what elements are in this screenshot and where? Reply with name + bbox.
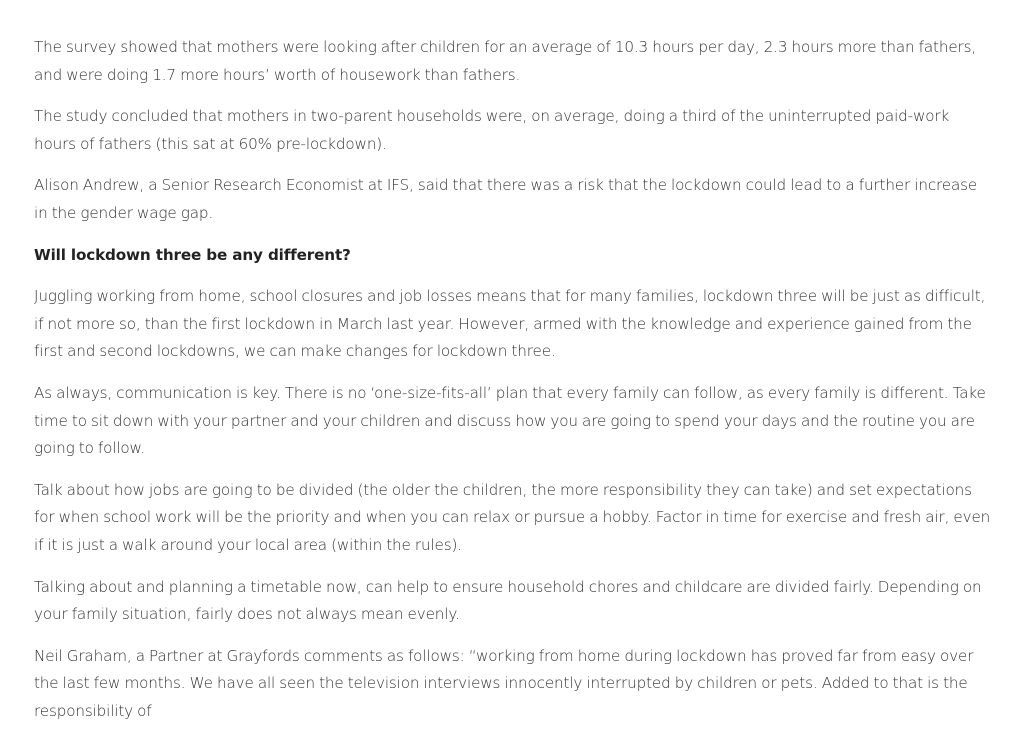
article-body bbox=[34, 34, 994, 739]
paragraph-communication: As always, communication is key. There is no ‘one-size-fits-all’ plan that every family can follow, as every family is different. Take time to sit down with your partner and your children and discuss how you are going to spend your days and the routine you are going to follow. bbox=[34, 383, 986, 458]
paragraph-juggling: Juggling working from home, school closures and job losses means that for many families, lockdown three will be just as difficult, if not more so, than the first lockdown in March last year. However, armed with the knowledge and experience gained from the first and second lockdowns, we can make changes for lockdown three. bbox=[34, 287, 986, 361]
paragraph-survey: The survey showed that mothers were looking after children for an average of 10.3 hours per day, 2.3 hours more than fathers, and were doing 1.7 more hours’ worth of housework than fathers. bbox=[34, 38, 977, 84]
section-heading: Will lockdown three be any different? bbox=[34, 245, 351, 264]
paragraph-study: The study concluded that mothers in two-parent households were, on average, doing a third of the uninterrupted paid-work hours of fathers (this sat at 60% pre-lockdown). bbox=[34, 107, 950, 153]
paragraph-jobs-divided: Talk about how jobs are going to be divided (the older the children, the more responsibility they can take) and set expectations for when school work will be the priority and when you can relax or pursue a hobby. Factor in time for exercise and fresh air, even if it is just a walk around your local area (within the rules). bbox=[34, 480, 991, 554]
paragraph-timetable: Talking about and planning a timetable now, can help to ensure household chores and childcare are divided fairly. Depending on your family situation, fairly does not always mean evenly. bbox=[34, 577, 982, 624]
paragraph-neil-graham: Neil Graham, a Partner at Grayfords comments as follows: “working from home during lockdown has proved far from easy over the last few months. We have all seen the television interviews innocently interrupted by children or pets. Added to that is the responsibility of bbox=[34, 646, 974, 720]
paragraph-alison-andrew: Alison Andrew, a Senior Research Economist at IFS, said that there was a risk that the lockdown could lead to a further increase in the gender wage gap. bbox=[34, 176, 978, 222]
